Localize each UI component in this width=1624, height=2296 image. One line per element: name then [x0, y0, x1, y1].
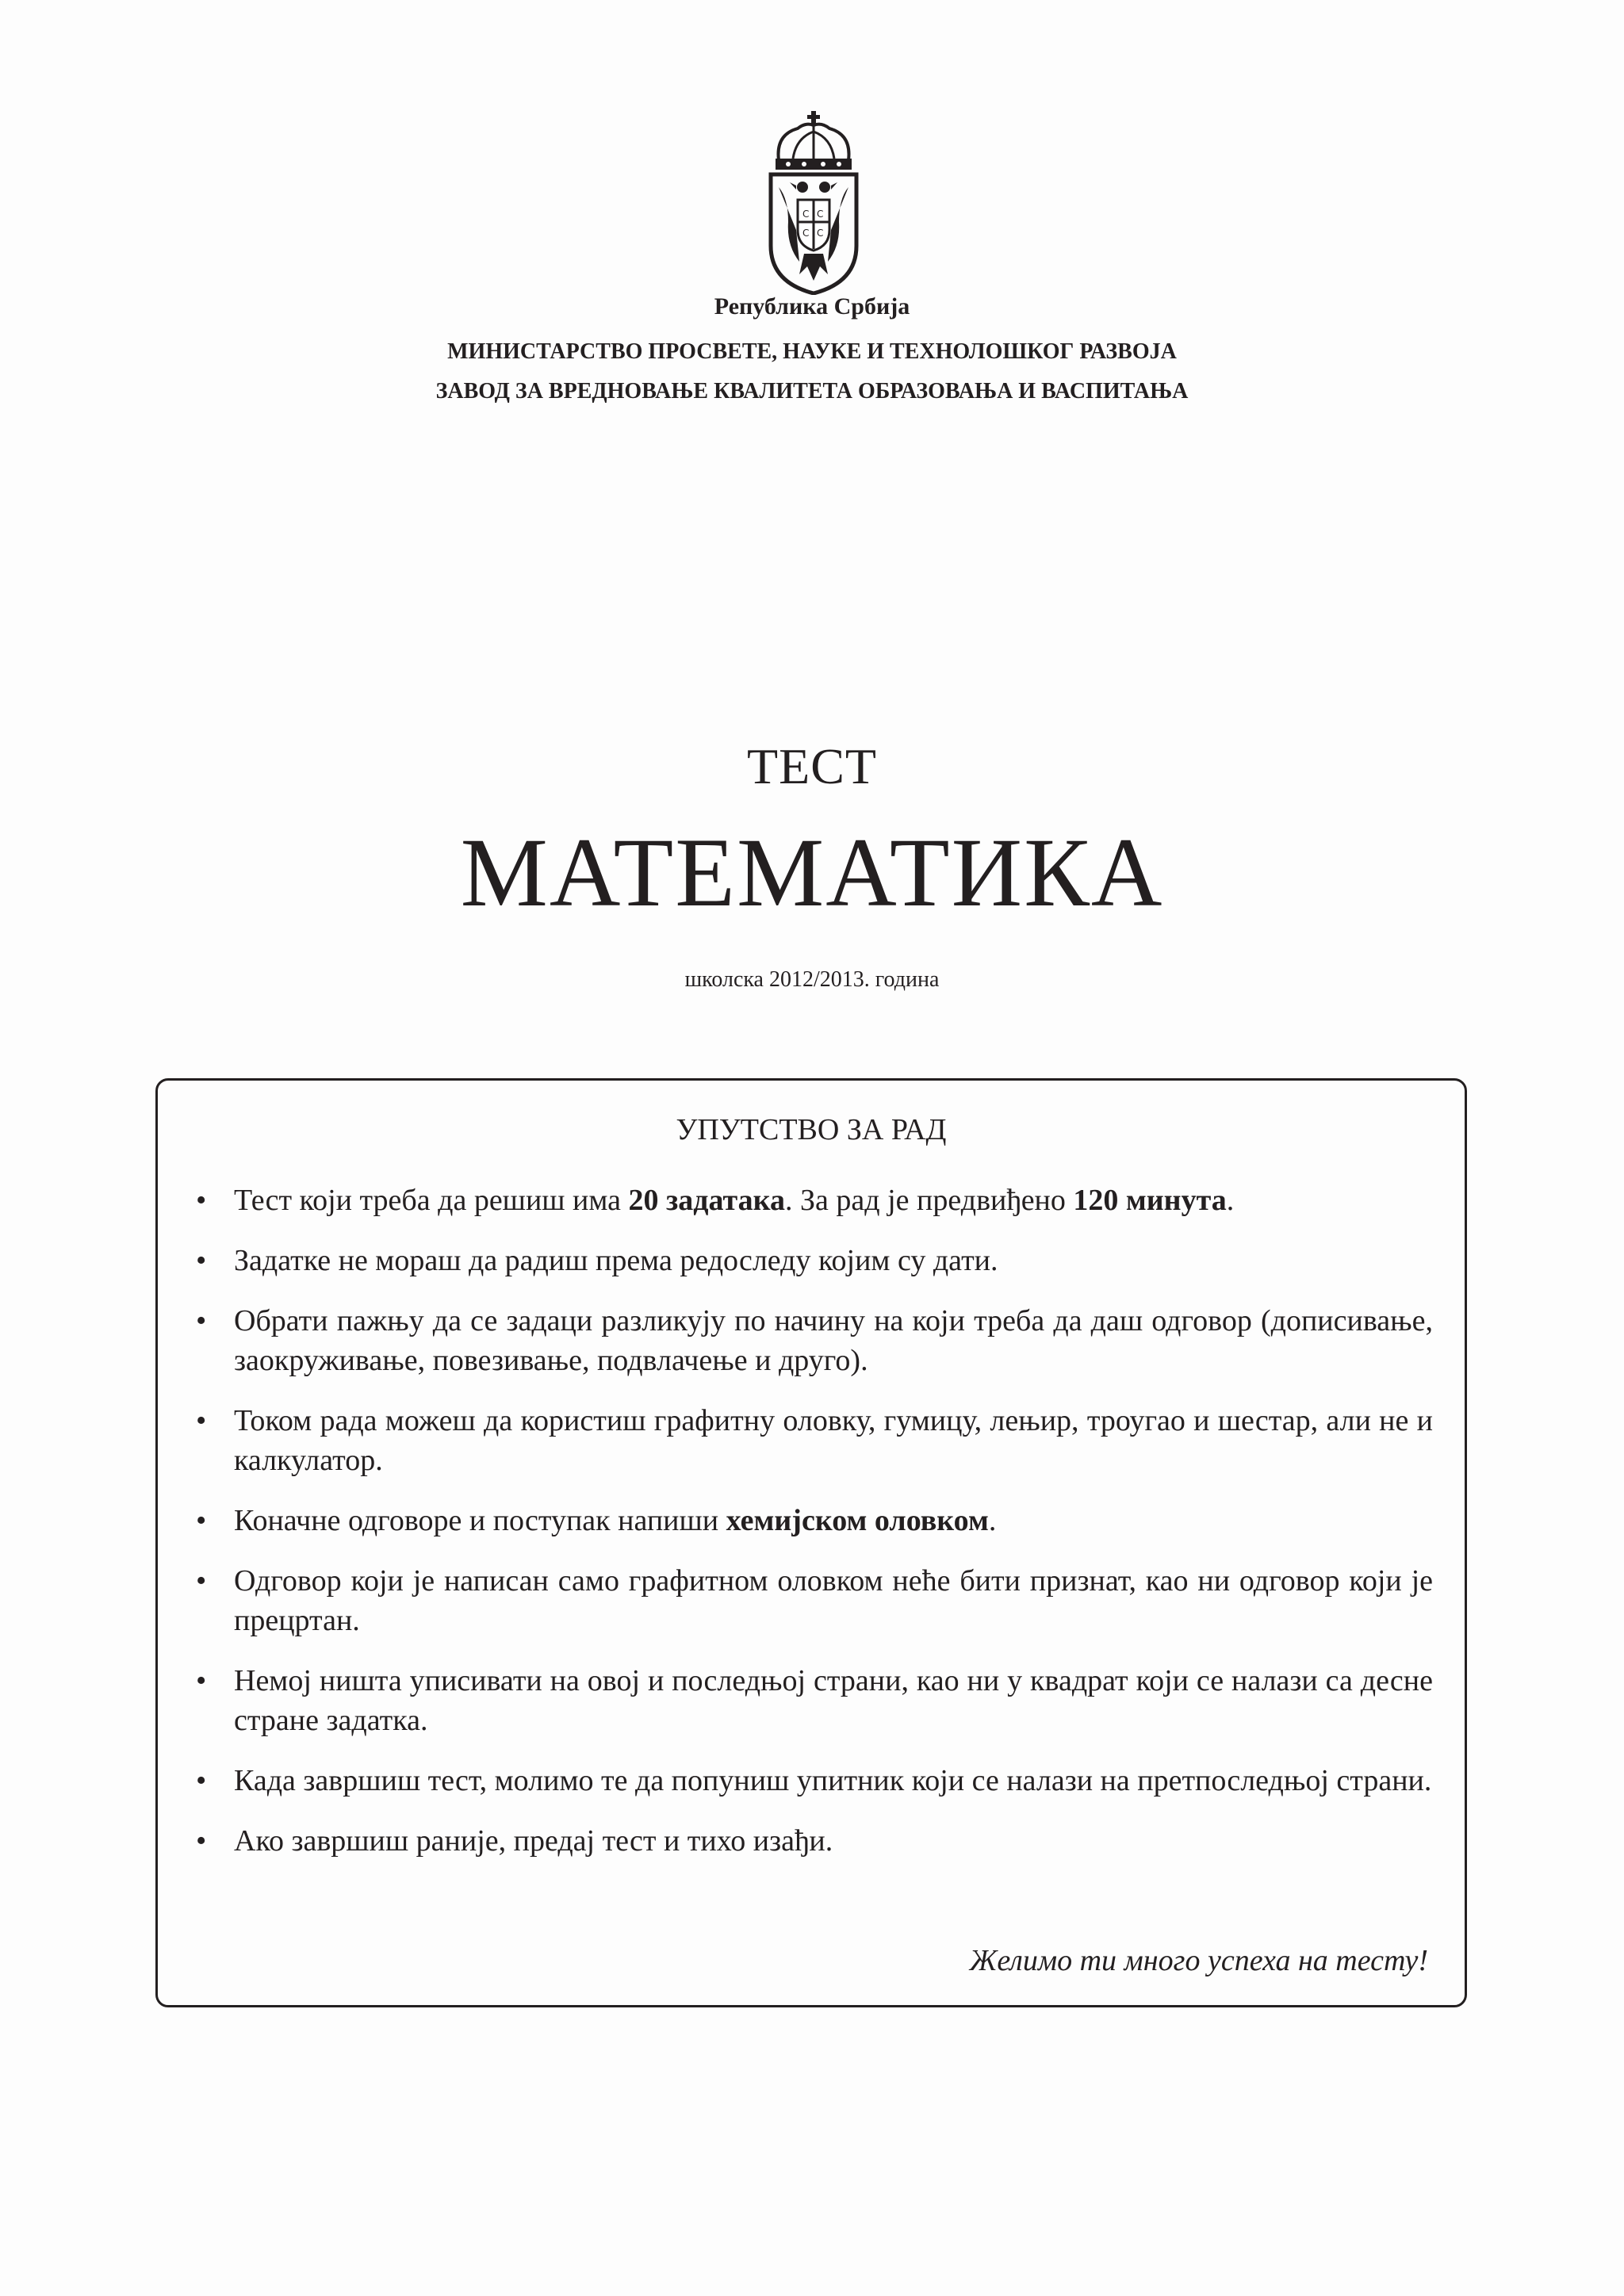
- instruction-item: [196, 1561, 1433, 1640]
- bullet-icon: •: [196, 1404, 207, 1437]
- instruction-item: [196, 1821, 1433, 1861]
- instruction-text: . За рад је предвиђено: [785, 1184, 1074, 1217]
- instructions-heading: УПУТСТВО ЗА РАД: [676, 1113, 947, 1146]
- instruction-text: Одговор који је написан само графитном оловком неће бити признат, као ни одговор који је прецртан.: [234, 1564, 1433, 1637]
- instruction-item: [196, 1501, 1433, 1540]
- instruction-text: .: [988, 1504, 997, 1537]
- test-label: ТЕСТ: [747, 738, 877, 794]
- instruction-text: Ако завршиш раније, предај тест и тихо изађи.: [234, 1824, 833, 1858]
- instruction-item: [196, 1301, 1433, 1380]
- svg-text:С: С: [817, 228, 824, 239]
- bullet-icon: •: [196, 1304, 207, 1337]
- instruction-text: Обрати пажњу да се задаци разликују по начину на који треба да даш одговор (дописивање, заокруживање, повезивање, подвлачење и друго).: [234, 1304, 1433, 1377]
- instruction-text: Задатке не мораш да радиш према редоследу којим су дати.: [234, 1244, 998, 1277]
- serbian-coat-of-arms-icon: [764, 111, 863, 295]
- instruction-text: Током рада можеш да користиш графитну оловку, гумицу, лењир, троугао и шестар, али не и калкулатор.: [234, 1404, 1433, 1477]
- instruction-item: [196, 1661, 1433, 1740]
- instruction-text: Коначне одговоре и поступак напиши: [234, 1504, 726, 1537]
- instruction-item: [196, 1241, 1433, 1280]
- bullet-icon: •: [196, 1824, 207, 1858]
- instruction-text: .: [1226, 1184, 1235, 1217]
- ministry-name: МИНИСТАРСТВО ПРОСВЕТЕ, НАУКЕ И ТЕХНОЛОШКОГ РАЗВОЈА: [447, 339, 1177, 364]
- instruction-text: Тест који треба да решиш има: [234, 1184, 629, 1217]
- svg-text:С: С: [802, 228, 810, 239]
- svg-text:С: С: [802, 209, 810, 220]
- instructions-list: [196, 1181, 1433, 1881]
- school-year: школска 2012/2013. година: [684, 967, 940, 992]
- bullet-icon: •: [196, 1244, 207, 1277]
- bullet-icon: •: [196, 1764, 207, 1797]
- svg-text:С: С: [817, 209, 824, 220]
- institute-name: ЗАВОД ЗА ВРЕДНОВАЊЕ КВАЛИТЕТА ОБРАЗОВАЊА И ВАСПИТАЊА: [435, 379, 1189, 404]
- instruction-bold: 20 задатака: [628, 1184, 785, 1217]
- instruction-item: [196, 1181, 1433, 1220]
- instruction-item: [196, 1401, 1433, 1480]
- bullet-icon: •: [196, 1564, 207, 1598]
- instruction-bold: 120 минута: [1073, 1184, 1227, 1217]
- instruction-item: [196, 1761, 1433, 1800]
- bullet-icon: •: [196, 1504, 207, 1537]
- instruction-text: Немој ништа уписивати на овој и последњој страни, као ни у квадрат који се налази са десне стране задатка.: [234, 1664, 1433, 1737]
- instruction-bold: хемијском оловком: [726, 1504, 989, 1537]
- subject-title: МАТЕМАТИКА: [460, 818, 1164, 927]
- closing-message: Желимо ти много успеха на тесту!: [969, 1944, 1428, 1977]
- country-name: Република Србија: [714, 293, 910, 320]
- instruction-text: Када завршиш тест, молимо те да попуниш упитник који се налази на претпоследњој страни.: [234, 1764, 1432, 1797]
- instructions-box: [155, 1078, 1467, 2007]
- bullet-icon: •: [196, 1184, 207, 1217]
- bullet-icon: •: [196, 1664, 207, 1697]
